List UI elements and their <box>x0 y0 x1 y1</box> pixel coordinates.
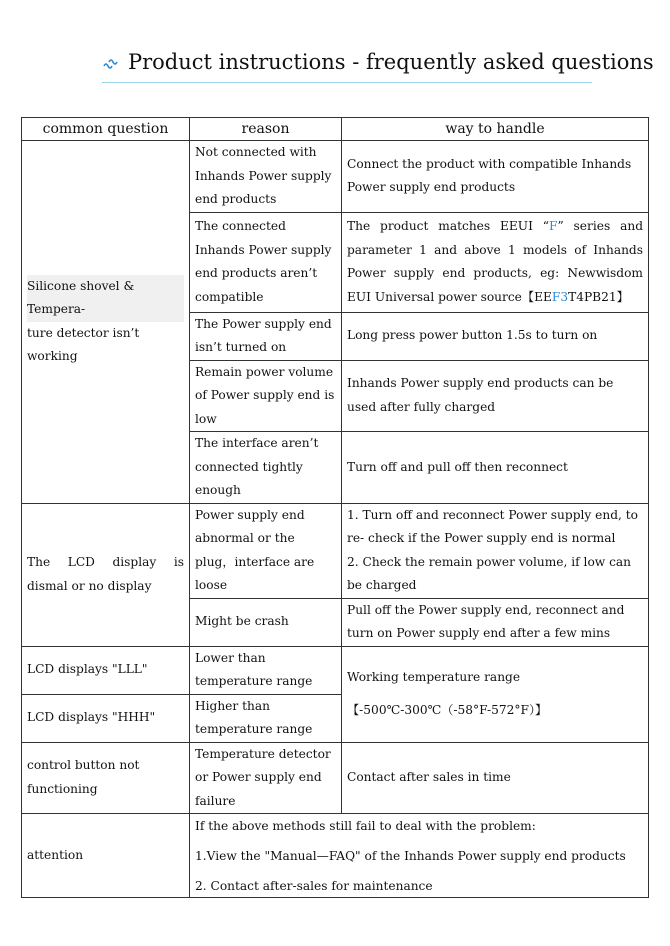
handle-highlight: F <box>548 219 558 233</box>
handle-text-b: ” series and parameter 1 and above 1 models of Inhands Power supply end products, eg: Newwisdom EUI Universal power source【EE <box>347 219 643 304</box>
table-header-row <box>22 118 649 141</box>
attention-line-2: 1.View the "Manual—FAQ" of the Inhands Power supply end products <box>195 848 626 863</box>
handle-step-2: 2. Check the remain power volume, if low can be charged <box>347 554 632 592</box>
table-row <box>22 503 649 598</box>
handle-cell: Long press power button 1.5s to turn on <box>342 312 649 360</box>
reason-cell: Might be crash <box>190 598 342 646</box>
question-cell <box>22 141 190 504</box>
table-row <box>22 742 649 814</box>
question-cell: attention <box>22 814 190 898</box>
header-reason: reason <box>190 118 342 141</box>
handle-cell: Connect the product with compatible Inhands Power supply end products <box>342 141 649 213</box>
handle-cell: Inhands Power supply end products can be used after fully charged <box>342 360 649 432</box>
reason-cell: The interface aren’t connected tightly enough <box>190 432 342 504</box>
handle-text-a: The product matches EEUI “ <box>347 219 549 233</box>
handle-cell <box>342 503 649 598</box>
page-title: Product instructions - frequently asked questions <box>128 50 654 74</box>
handle-cell <box>342 212 649 312</box>
attention-cell <box>190 814 649 898</box>
question-text-line1: Silicone shovel & Tempera- <box>27 275 184 322</box>
question-cell: LCD displays "LLL" <box>22 646 190 694</box>
question-text-line2: ture detector isn’t working <box>27 325 140 364</box>
wave-icon <box>102 54 120 72</box>
handle-line-1: Working temperature range <box>347 670 521 684</box>
header-question: common question <box>22 118 190 141</box>
reason-cell: The Power supply end isn’t turned on <box>190 312 342 360</box>
faq-table <box>21 117 649 898</box>
reason-cell: Temperature detector or Power supply end failure <box>190 742 342 814</box>
reason-cell: Lower than temperature range <box>190 646 342 694</box>
reason-cell: The connected Inhands Power supply end products aren’t compatible <box>190 212 342 312</box>
page-title-area <box>102 48 654 83</box>
table-row <box>22 814 649 898</box>
handle-text-c: T4PB21】 <box>568 289 629 304</box>
handle-cell <box>342 646 649 742</box>
handle-cell: Pull off the Power supply end, reconnect and turn on Power supply end after a few mins <box>342 598 649 646</box>
handle-cell: Contact after sales in time <box>342 742 649 814</box>
table-row <box>22 141 649 213</box>
handle-line-2: 【-500℃-300℃（-58°F-572°F）】 <box>347 702 548 717</box>
attention-line-3: 2. Contact after-sales for maintenance <box>195 878 433 893</box>
handle-cell: Turn off and pull off then reconnect <box>342 432 649 504</box>
question-cell: LCD displays "HHH" <box>22 694 190 742</box>
reason-cell: Higher than temperature range <box>190 694 342 742</box>
header-handle: way to handle <box>342 118 649 141</box>
reason-cell: Not connected with Inhands Power supply end products <box>190 141 342 213</box>
question-cell: The LCD display is dismal or no display <box>22 503 190 646</box>
handle-step-1: 1. Turn off and reconnect Power supply end, to re- check if the Power supply end is normal <box>347 507 638 545</box>
reason-cell: Power supply end abnormal or the plug，interface are loose <box>190 503 342 598</box>
table-row <box>22 646 649 694</box>
attention-line-1: If the above methods still fail to deal with the problem: <box>195 818 536 833</box>
handle-highlight-2: F3 <box>551 289 569 304</box>
reason-cell: Remain power volume of Power supply end is low <box>190 360 342 432</box>
question-cell: control button not functioning <box>22 742 190 814</box>
